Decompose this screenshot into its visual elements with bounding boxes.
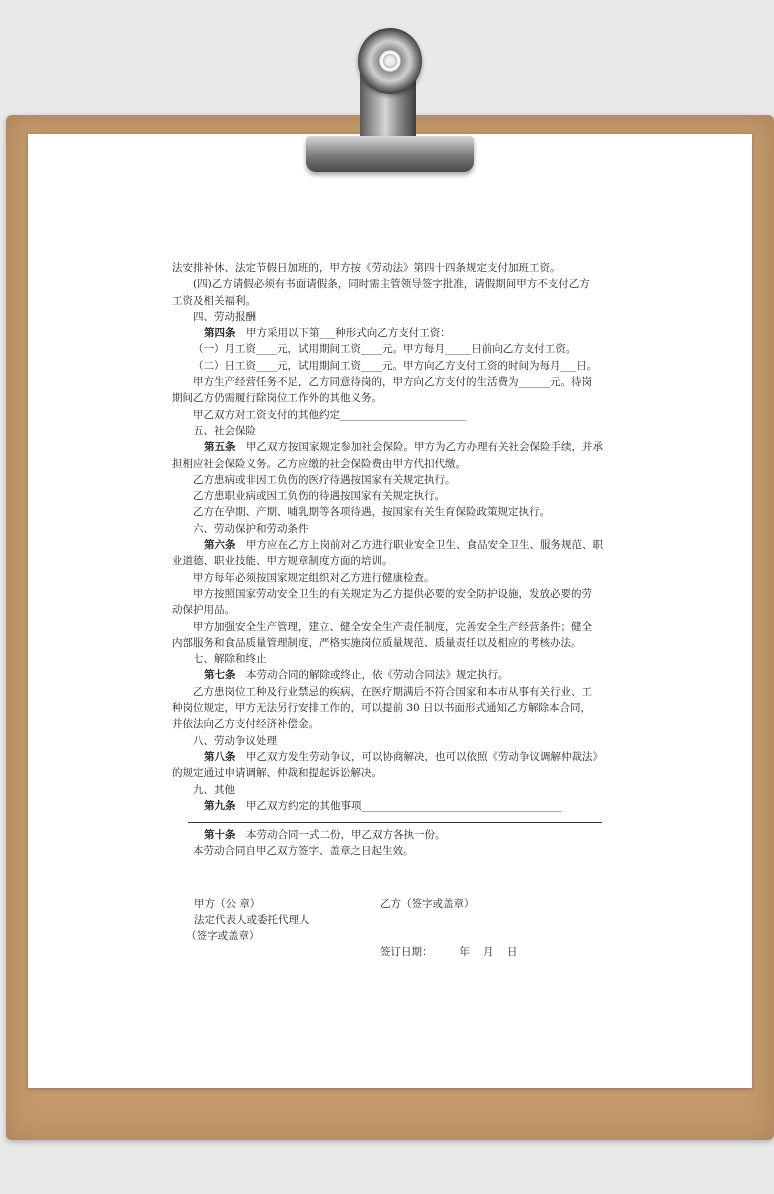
line-text: 担相应社会保险义务。乙方应缴的社会保险费由甲方代扣代缴。 bbox=[172, 457, 466, 470]
line-text: 本劳动合同自甲乙双方签字、盖章之日起生效。 bbox=[193, 845, 414, 858]
line-text: 甲方采用以下第___种形式向乙方支付工资： bbox=[246, 327, 451, 340]
line-text: 法安排补休、法定节假日加班的，甲方按《劳动法》第四十四条规定支付加班工资。 bbox=[172, 262, 561, 274]
text-line bbox=[172, 358, 608, 374]
line-text: 九、其他 bbox=[193, 783, 235, 796]
text-line bbox=[172, 309, 608, 325]
text-line bbox=[172, 293, 608, 309]
text-line bbox=[172, 276, 608, 292]
representative-label: 法定代表人或委托代理人 bbox=[194, 914, 310, 926]
line-text: 内部服务和食品质量管理制度，严格实施岗位质量规范、质量责任以及相应的考核办法。 bbox=[172, 636, 582, 649]
line-text: （一）月工资____元，试用期间工资____元。甲方每月_____日前向乙方支付工资。 bbox=[193, 343, 577, 356]
line-text: 甲乙双方约定的其他事项______________________________________ bbox=[246, 799, 561, 812]
text-line bbox=[172, 504, 608, 520]
text-line bbox=[172, 684, 608, 700]
party-a-label: 甲方（公 章） bbox=[194, 898, 261, 910]
text-line bbox=[172, 765, 608, 781]
text-line bbox=[172, 390, 608, 406]
line-text: 种岗位规定，甲方无法另行安排工作的，可以提前 30 日以书面形式通知乙方解除本合同， bbox=[172, 702, 592, 715]
line-text: 四、劳动报酬 bbox=[193, 310, 256, 323]
text-line bbox=[172, 488, 608, 504]
text-line bbox=[172, 260, 608, 276]
blank-line-divider bbox=[188, 822, 602, 823]
line-text: 本劳动合同一式二份，甲乙双方各执一份。 bbox=[246, 829, 446, 842]
line-text: 动保护用品。 bbox=[172, 604, 235, 617]
line-text: 并依法向乙方支付经济补偿金。 bbox=[172, 718, 319, 731]
line-text: 甲乙双方发生劳动争议，可以协商解决，也可以依照《劳动争议调解仲裁法》 bbox=[246, 750, 603, 763]
line-text: （二）日工资____元，试用期间工资____元。甲方向乙方支付工资的时间为每月___日。 bbox=[193, 359, 598, 372]
line-text: 乙方患病或非因工负伤的医疗待遇按国家有关规定执行。 bbox=[193, 473, 456, 486]
text-line bbox=[172, 733, 608, 749]
article-number: 第四条 bbox=[204, 327, 236, 340]
line-text: 期间乙方仍需履行除岗位工作外的其他义务。 bbox=[172, 392, 382, 405]
text-line bbox=[172, 651, 608, 667]
line-text: 甲方按照国家劳动安全卫生的有关规定为乙方提供必要的安全防护设施，发放必要的劳 bbox=[193, 587, 592, 600]
text-line bbox=[172, 749, 608, 765]
contract-closing bbox=[172, 827, 608, 860]
text-line bbox=[172, 716, 608, 732]
text-line bbox=[172, 700, 608, 716]
line-text: 乙方患岗位工种及行业禁忌的疾病，在医疗期满后不符合国家和本市从事有关行业、工 bbox=[193, 685, 592, 698]
text-line bbox=[172, 472, 608, 488]
sign-date-label: 签订日期： 年 月 日 bbox=[380, 946, 518, 958]
text-line bbox=[172, 439, 608, 455]
line-text: 本劳动合同的解除或终止，依《劳动合同法》规定执行。 bbox=[246, 669, 509, 682]
text-line bbox=[172, 537, 608, 553]
text-line bbox=[172, 619, 608, 635]
text-line bbox=[172, 553, 608, 569]
line-text: 的规定通过申请调解、仲裁和提起诉讼解决。 bbox=[172, 767, 382, 780]
text-line bbox=[172, 782, 608, 798]
sign-or-seal-label: （签字或盖章） bbox=[186, 930, 260, 942]
article-number: 第七条 bbox=[204, 669, 236, 682]
article-number: 第五条 bbox=[204, 441, 236, 454]
line-text: 五、社会保险 bbox=[193, 424, 256, 437]
line-text: 甲方应在乙方上岗前对乙方进行职业安全卫生、食品安全卫生、服务规范、职 bbox=[246, 539, 603, 552]
text-line bbox=[172, 570, 608, 586]
party-b-label: 乙方（签字或盖章） bbox=[380, 898, 475, 910]
line-text: 甲方每年必须按国家规定组织对乙方进行健康检查。 bbox=[193, 571, 435, 584]
line-text: 甲乙双方按国家规定参加社会保险。甲方为乙方办理有关社会保险手续，并承 bbox=[246, 441, 603, 454]
article-number: 第九条 bbox=[204, 799, 236, 812]
line-text: (四)乙方请假必须有书面请假条，同时需主管领导签字批准，请假期间甲方不支付乙方 bbox=[193, 278, 590, 291]
article-number: 第十条 bbox=[204, 829, 236, 842]
line-text: 八、劳动争议处理 bbox=[193, 734, 277, 747]
article-number: 第六条 bbox=[204, 539, 236, 552]
line-text: 业道德、职业技能、甲方规章制度方面的培训。 bbox=[172, 555, 393, 568]
text-line bbox=[172, 667, 608, 683]
line-text: 六、劳动保护和劳动条件 bbox=[193, 522, 309, 535]
text-line bbox=[172, 602, 608, 618]
text-line bbox=[172, 423, 608, 439]
contract-body bbox=[172, 260, 608, 814]
text-line bbox=[172, 521, 608, 537]
text-line bbox=[172, 456, 608, 472]
line-text: 甲方生产经营任务不足，乙方同意待岗的，甲方向乙方支付的生活费为______元。待岗 bbox=[193, 376, 592, 389]
text-line bbox=[172, 341, 608, 357]
line-text: 甲乙双方对工资支付的其他约定________________________ bbox=[193, 408, 466, 421]
clip-base bbox=[306, 136, 474, 172]
text-line bbox=[172, 843, 608, 859]
text-line bbox=[172, 374, 608, 390]
text-line bbox=[172, 635, 608, 651]
line-text: 甲方加强安全生产管理，建立、健全安全生产责任制度，完善安全生产经营条件；健全 bbox=[193, 620, 592, 633]
text-line bbox=[172, 325, 608, 341]
article-number: 第八条 bbox=[204, 750, 236, 763]
text-line bbox=[172, 586, 608, 602]
text-line bbox=[172, 407, 608, 423]
contract-text bbox=[172, 260, 608, 860]
line-text: 七、解除和终止 bbox=[193, 653, 267, 666]
line-text: 乙方患职业病或因工负伤的待遇按国家有关规定执行。 bbox=[193, 490, 445, 503]
line-text: 工资及相关福利。 bbox=[172, 294, 256, 307]
clip-ring-icon bbox=[358, 28, 422, 94]
text-line bbox=[172, 827, 608, 843]
line-text: 乙方在孕期、产期、哺乳期等各项待遇，按国家有关生育保险政策规定执行。 bbox=[193, 506, 550, 519]
text-line bbox=[172, 798, 608, 814]
